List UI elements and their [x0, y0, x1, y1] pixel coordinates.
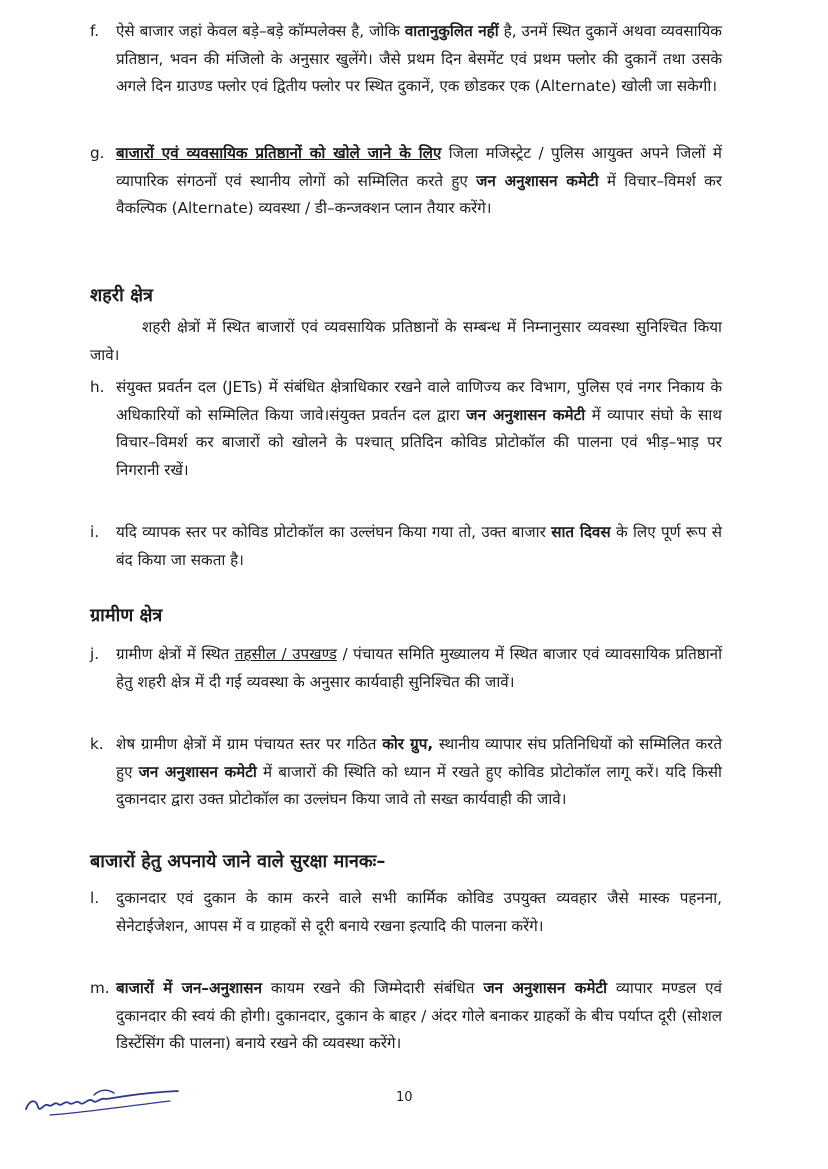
text-segment: में विचार–विमर्श कर वैकल्पिक (Alternate) व्यवस्था / डी–कन्जक्शन प्लान तैयार करेंगे। [116, 171, 722, 217]
text-segment: व्यापार मण्डल एवं दुकानदार की स्वयं की होगी। दुकानदार, दुकान के बाहर / अंदर गोले बनाकर ग्राहकों के बीच पर्याप्त दूरी (सोशल डिस्टेंसिंग की पालना) बनाये रखने की व्यवस्था करेंगे। [116, 979, 722, 1052]
item-marker: f. [90, 22, 100, 40]
text-segment: में बाजारों की स्थिति को ध्यान में रखते हुए कोविड प्रोटोकॉल लागू करें। यदि किसी दुकानदार द्वारा उक्त प्रोटोकॉल का उल्लंघन किया जावे तो सख्त कार्यवाही की जावे। [116, 762, 722, 808]
text-segment: में व्यापार संघो के साथ विचार–विमर्श कर बाजारों को खोलने के पश्चात् प्रतिदिन कोविड प्रोटोकॉल की पालना एवं भीड़–भाड़ पर निगरानी रखें। [116, 405, 722, 479]
item-text [116, 18, 722, 101]
text-segment: जन अनुशासन कमेटी [466, 405, 586, 424]
text-segment: जिला मजिस्ट्रेट / पुलिस आयुक्त अपने जिलों में व्यापारिक संगठनों एवं स्थानीय लोगों को सम्मिलित करते हुए [116, 144, 722, 190]
text-segment: सात दिवस [551, 523, 611, 541]
handwritten-signature [20, 1085, 190, 1125]
text-segment: दुकानदार एवं दुकान के काम करने वाले सभी कार्मिक कोविड उपयुक्त व्यवहार जैसे मास्क पहनना, सेनेटाईजेशन, आपस में व ग्राहकों से दूरी बनाये रखना इत्यादि की पालना करेंगे। [116, 889, 722, 935]
text-segment: शेष ग्रामीण क्षेत्रों में ग्राम पंचायत स्तर पर गठित [116, 735, 383, 753]
text-segment: जन अनुशासन कमेटी [476, 171, 599, 190]
text-segment: ग्रामीण क्षेत्रों में स्थित [116, 645, 235, 663]
list-item-g [90, 140, 722, 223]
text-segment: वातानुकुलित नहीं [404, 22, 499, 40]
section-heading-urban: शहरी क्षेत्र [90, 285, 153, 306]
list-item-j [90, 641, 722, 696]
text-segment: बाजारों में जन–अनुशासन [116, 979, 263, 997]
text-segment: स्थानीय व्यापार संघ प्रतिनिधियों को सम्मिलित करते हुए [116, 735, 722, 781]
page-number: 10 [396, 1090, 413, 1105]
item-marker: h. [90, 378, 105, 396]
item-marker: m. [90, 979, 110, 997]
list-item-i [90, 519, 722, 574]
item-text [116, 519, 722, 574]
item-text [116, 374, 722, 484]
item-text [116, 140, 722, 223]
item-marker: i. [90, 523, 100, 541]
item-marker: k. [90, 735, 104, 753]
text-segment: / पंचायत समिति मुख्यालय में स्थित बाजार एवं व्यावसायिक प्रतिष्ठानों हेतु शहरी क्षेत्र में दी गई व्यवस्था के अनुसार कार्यवाही सुनिश्चित की जावें। [116, 645, 722, 691]
text-segment: जन अनुशासन कमेटी [483, 979, 608, 997]
item-marker: j. [90, 645, 100, 663]
list-item-h [90, 374, 722, 484]
item-text [116, 641, 722, 696]
list-item-k [90, 731, 722, 814]
text-segment: ऐसे बाजार जहां केवल बड़े–बड़े कॉम्पलेक्स है, जोकि [116, 22, 405, 40]
list-item-l [90, 885, 722, 940]
item-text [116, 975, 722, 1058]
section-heading-rural: ग्रामीण क्षेत्र [90, 605, 163, 626]
list-item-m [90, 975, 722, 1058]
section-heading-safety: बाजारों हेतु अपनाये जाने वाले सुरक्षा मानकः– [90, 851, 386, 872]
text-segment: तहसील / उपखण्ड [234, 645, 337, 663]
urban-intro-paragraph: शहरी क्षेत्रों में स्थित बाजारों एवं व्यवसायिक प्रतिष्ठानों के सम्बन्ध में निम्नानुसार व्यवस्था सुनिश्चित किया जावे। [90, 318, 722, 364]
text-segment: है, उनमें स्थित दुकानें अथवा व्यवसायिक प्रतिष्ठान, भवन की मंजिलो के अनुसार खुलेंगे। जैसे प्रथम दिन बेसमेंट एवं प्रथम फ्लोर की दुकानें तथा उसके अगले दिन ग्राउण्ड फ्लोर एवं द्वितीय फ्लोर पर स्थित दुकानें, एक छोडकर एक (Alternate) खोली जा सकेगी। [116, 22, 722, 95]
item-marker: l. [90, 889, 100, 907]
item-text [116, 731, 722, 814]
text-segment: के लिए पूर्ण रूप से बंद किया जा सकता है। [116, 523, 723, 569]
text-segment: कायम रखने की जिम्मेदारी संबंधित [262, 979, 484, 997]
text-segment: संयुक्त प्रवर्तन दल (JETs) में संबंधित क्षेत्राधिकार रखने वाले वाणिज्य कर विभाग, पुलिस एवं नगर निकाय के अधिकारियों को सम्मिलित किया जावे।संयुक्त प्रवर्तन दल द्वारा [116, 378, 722, 424]
text-segment: बाजारों एवं व्यवसायिक प्रतिष्ठानों को खोले जाने के लिए [116, 144, 442, 162]
text-segment: जन अनुशासन कमेटी [138, 762, 257, 781]
item-marker: g. [90, 144, 105, 162]
text-segment: यदि व्यापक स्तर पर कोविड प्रोटोकॉल का उल्लंघन किया गया तो, उक्त बाजार [116, 523, 552, 541]
item-text [116, 885, 722, 940]
text-segment: कोर ग्रुप, [382, 735, 434, 753]
list-item-f [90, 18, 722, 101]
